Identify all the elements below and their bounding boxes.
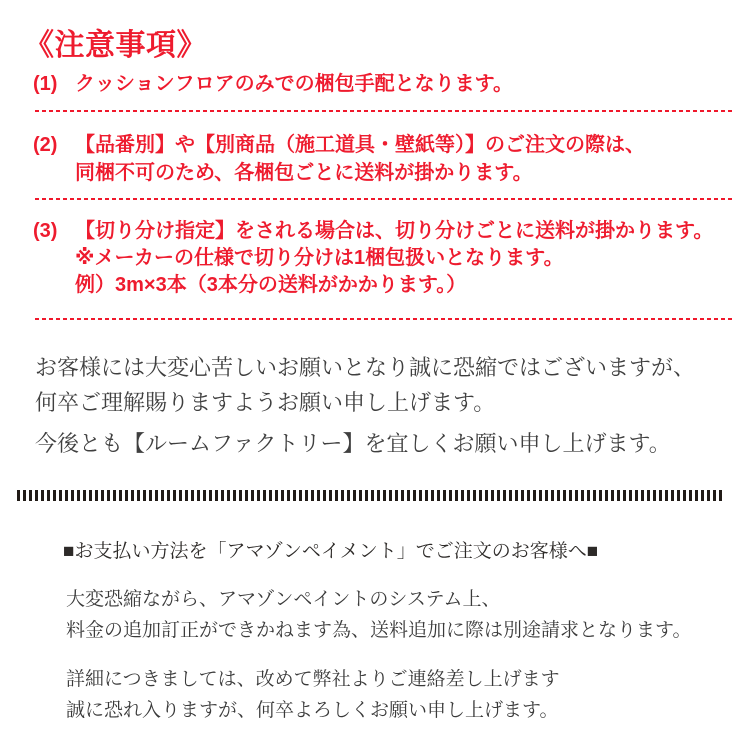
notice-item-1-line-1: クッションフロアのみでの梱包手配となります。: [75, 73, 513, 95]
amazon-payment-paragraph-2-line-2: 誠に恐れ入りますが、何卒よろしくお願い申し上げます。: [66, 700, 559, 721]
apology-paragraph-1-line-2: 何卒ご理解賜りますようお願い申し上げます。: [35, 390, 496, 415]
hatched-divider: [17, 490, 722, 501]
red-dotted-separator-2: [35, 197, 735, 200]
notice-item-1-number: (1): [33, 73, 58, 95]
notice-item-3-text: [75, 218, 735, 299]
notice-item-2-line-1: 【品番別】や【別商品（施工道具・壁紙等）】のご注文の際は、: [75, 134, 645, 156]
amazon-payment-paragraph-1-line-2: 料金の追加訂正ができかねます為、送料追加に際は別途請求となります。: [66, 620, 692, 641]
notice-heading: 《注意事項》: [24, 29, 207, 62]
amazon-payment-paragraph-2: [66, 664, 560, 726]
notice-item-2: [33, 131, 735, 187]
notice-item-3-line-2: ※メーカーの仕様で切り分けは1梱包扱いとなります。: [75, 247, 564, 269]
notice-item-3-number: (3): [33, 220, 58, 242]
notice-item-2-text: [75, 131, 735, 187]
notice-item-3: [33, 218, 735, 299]
red-dotted-separator-1: [35, 109, 735, 112]
amazon-payment-heading: ■お支払い方法を「アマゾンペイメント」でご注文のお客様へ■: [63, 541, 599, 562]
apology-paragraph-1-line-1: お客様には大変心苦しいお願いとなり誠に恐縮ではございますが、: [35, 355, 696, 380]
notice-item-2-line-2: 同梱不可のため、各梱包ごとに送料が掛かります。: [75, 162, 533, 184]
notice-item-3-line-3: 例）3m×3本（3本分の送料がかかります。）: [75, 274, 467, 296]
amazon-payment-paragraph-1: [66, 584, 691, 646]
apology-paragraph-2: 今後とも【ルームファクトリー】を宜しくお願い申し上げます。: [35, 431, 671, 456]
amazon-payment-paragraph-2-line-1: 詳細につきましては、改めて弊社よりご連絡差し上げます: [66, 669, 560, 690]
notice-item-3-line-1: 【切り分け指定】をされる場合は、切り分けごとに送料が掛かります。: [75, 220, 714, 242]
red-dotted-separator-3: [35, 317, 735, 320]
notice-item-1-text: [75, 71, 735, 98]
amazon-payment-paragraph-1-line-1: 大変恐縮ながら、アマゾンペイントのシステム上、: [66, 589, 501, 610]
notice-item-1: [33, 71, 735, 98]
notice-item-2-number: (2): [33, 134, 58, 156]
apology-paragraph-1: [35, 350, 695, 420]
